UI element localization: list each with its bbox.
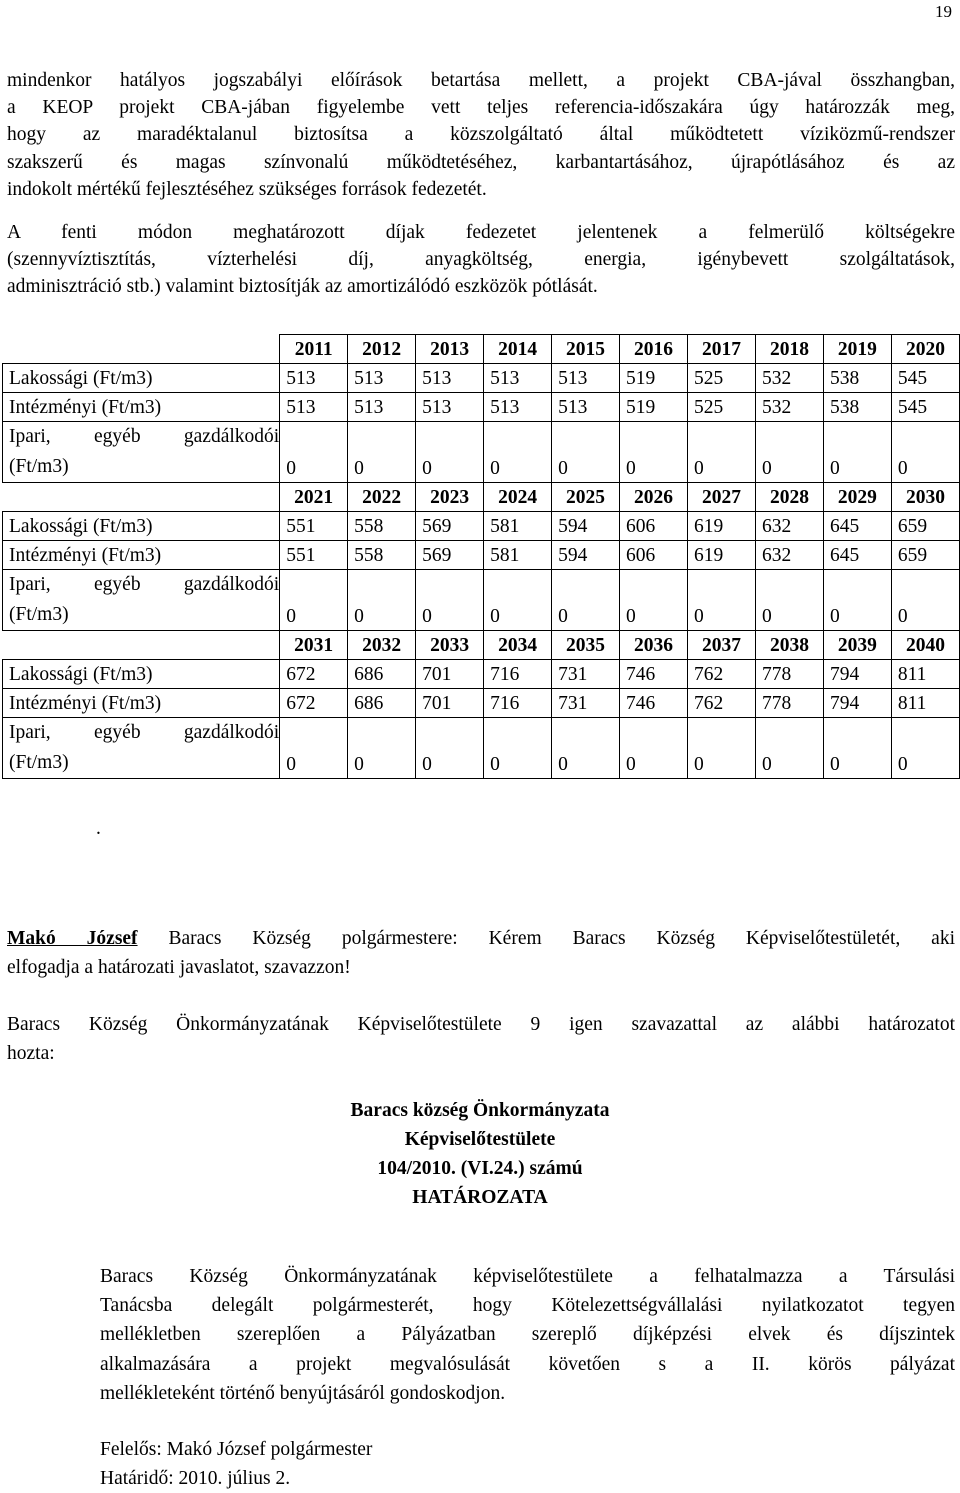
tariff-value-cell: 513 [416,393,484,422]
tariff-value-cell: 606 [620,541,688,570]
tariff-value-cell: 594 [552,512,620,541]
tariff-value-cell: 0 [484,422,552,483]
heading-line: HATÁROZATA [412,1187,548,1208]
heading-line: 104/2010. (VI.24.) számú [377,1158,583,1179]
tariff-value-cell: 0 [688,570,756,631]
year-header-cell: 2035 [552,631,620,660]
intro-paragraph [7,67,955,203]
year-header-cell: 2015 [552,335,620,364]
tariff-value-cell: 551 [280,541,348,570]
tariff-value-cell: 811 [891,689,959,718]
tariff-row [3,660,960,689]
row-label: (Ft/m3) [9,604,69,625]
tariff-value-cell: 513 [552,364,620,393]
text-line: Baracs Község Önkormányzatának képviselőtestülete a felhatalmazza a Társulási [100,1266,955,1287]
tariff-value-cell: 525 [688,393,756,422]
year-header-row [3,483,960,512]
year-header-cell: 2029 [823,483,891,512]
year-header-cell: 2039 [823,631,891,660]
tariff-value-cell: 686 [348,660,416,689]
row-label-cell [3,570,280,631]
tariff-value-cell: 0 [416,570,484,631]
row-label: Intézményi (Ft/m3) [9,545,162,566]
row-label: (Ft/m3) [9,752,69,773]
year-header-cell: 2011 [280,335,348,364]
row-label-cell [3,512,280,541]
tariff-value-cell: 0 [552,570,620,631]
deadline-line: Határidő: 2010. július 2. [100,1468,291,1489]
row-label-cell [3,689,280,718]
row-label: Lakossági (Ft/m3) [9,368,153,389]
tariff-value-cell: 762 [688,689,756,718]
tariff-value-cell: 778 [755,689,823,718]
tariff-value-cell: 569 [416,541,484,570]
tariff-row [3,364,960,393]
tariff-value-cell: 645 [823,512,891,541]
year-header-cell: 2027 [688,483,756,512]
speaker-name: Makó József [7,928,138,949]
stray-dot: . [96,818,101,839]
tariff-value-cell: 525 [688,364,756,393]
responsible-line: Felelős: Makó József polgármester [100,1439,373,1460]
year-header-cell: 2016 [620,335,688,364]
tariff-value-cell: 513 [348,393,416,422]
year-header-row [3,335,960,364]
text-line: alkalmazására a projekt megvalósulását követően s a II. körös pályázat [100,1353,955,1375]
tariff-value-cell: 519 [620,364,688,393]
year-header-cell: 2012 [348,335,416,364]
tariff-value-cell: 701 [416,660,484,689]
tariff-value-cell: 645 [823,541,891,570]
tariff-value-cell: 794 [823,689,891,718]
tariff-value-cell: 513 [280,393,348,422]
tariff-value-cell: 545 [891,364,959,393]
row-label: Ipari, egyéb gazdálkodói [9,574,280,595]
tariff-value-cell: 538 [823,393,891,422]
tariff-value-cell: 716 [484,660,552,689]
year-header-cell: 2020 [891,335,959,364]
text-line: hozta: [7,1043,55,1064]
tariff-value-cell: 545 [891,393,959,422]
tariff-value-cell: 0 [416,718,484,779]
tariff-value-cell: 0 [280,570,348,631]
tariff-value-cell: 0 [620,422,688,483]
row-label: Ipari, egyéb gazdálkodói [9,426,280,447]
tariff-value-cell: 0 [823,718,891,779]
text-line: A fenti módon meghatározott díjak fedezetet jelentenek a felmerülő költségekre [7,222,955,243]
row-label-cell [3,393,280,422]
tariff-value-cell: 0 [755,718,823,779]
tariff-value-cell: 0 [823,422,891,483]
tariff-value-cell: 731 [552,689,620,718]
mayor-statement [7,924,955,982]
year-header-cell: 2025 [552,483,620,512]
tariff-value-cell: 0 [891,570,959,631]
tariff-value-cell: 569 [416,512,484,541]
tariff-value-cell: 716 [484,689,552,718]
tariff-value-cell: 532 [755,364,823,393]
tariff-value-cell: 0 [620,570,688,631]
tariff-value-cell: 513 [484,393,552,422]
year-header-row [3,631,960,660]
tariff-value-cell: 762 [688,660,756,689]
tariff-value-cell: 0 [891,718,959,779]
row-label: Lakossági (Ft/m3) [9,516,153,537]
tariff-value-cell: 551 [280,512,348,541]
row-label-cell [3,660,280,689]
tariff-value-cell: 0 [688,718,756,779]
tariff-value-cell: 513 [280,364,348,393]
cost-paragraph [7,219,955,301]
tariff-table [2,334,960,779]
tariff-value-cell: 794 [823,660,891,689]
tariff-value-cell: 606 [620,512,688,541]
tariff-value-cell: 672 [280,660,348,689]
year-header-cell: 2022 [348,483,416,512]
tariff-row [3,422,960,483]
year-header-cell: 2040 [891,631,959,660]
tariff-value-cell: 632 [755,541,823,570]
resolution-heading [0,1096,960,1212]
tariff-value-cell: 778 [755,660,823,689]
header-blank-cell [3,483,280,512]
tariff-value-cell: 701 [416,689,484,718]
tariff-value-cell: 594 [552,541,620,570]
tariff-row [3,393,960,422]
year-header-cell: 2028 [755,483,823,512]
tariff-value-cell: 811 [891,660,959,689]
text-line: Baracs Község Önkormányzatának Képviselőtestülete 9 igen szavazattal az alábbi határozatot [7,1014,955,1035]
year-header-cell: 2019 [823,335,891,364]
tariff-row [3,689,960,718]
header-blank-cell [3,335,280,364]
tariff-value-cell: 513 [484,364,552,393]
text-line: mellékleteként történő benyújtásáról gondoskodjon. [100,1382,506,1404]
tariff-value-cell: 0 [552,422,620,483]
tariff-value-cell: 532 [755,393,823,422]
year-header-cell: 2033 [416,631,484,660]
text-line: hogy az maradéktalanul biztosítsa a közszolgáltató által működtetett víziközmű-rendszer [7,124,955,146]
tariff-value-cell: 746 [620,689,688,718]
tariff-value-cell: 513 [416,364,484,393]
tariff-value-cell: 0 [348,718,416,779]
tariff-value-cell: 0 [891,422,959,483]
page-number: 19 [935,2,952,21]
tariff-value-cell: 558 [348,512,416,541]
tariff-value-cell: 0 [755,422,823,483]
vote-statement [7,1010,955,1068]
tariff-row [3,541,960,570]
year-header-cell: 2034 [484,631,552,660]
text-line: mindenkor hatályos jogszabályi előírások betartása mellett, a projekt CBA-jával összhangban, [7,70,955,91]
tariff-value-cell: 0 [484,570,552,631]
year-header-cell: 2038 [755,631,823,660]
tariff-value-cell: 659 [891,512,959,541]
tariff-value-cell: 558 [348,541,416,570]
text-line: elfogadja a határozati javaslatot, szavazzon! [7,957,351,978]
year-header-cell: 2032 [348,631,416,660]
tariff-value-cell: 0 [552,718,620,779]
row-label: Intézményi (Ft/m3) [9,397,162,418]
tariff-value-cell: 0 [280,718,348,779]
year-header-cell: 2037 [688,631,756,660]
tariff-value-cell: 731 [552,660,620,689]
tariff-value-cell: 513 [552,393,620,422]
tariff-value-cell: 0 [688,422,756,483]
text-line: indokolt mértékű fejlesztéséhez szükséges források fedezetét. [7,178,487,200]
header-blank-cell [3,631,280,660]
tariff-value-cell: 513 [348,364,416,393]
text-line: szakszerű és magas színvonalú működtetéséhez, karbantartásához, újrapótlásához és az [7,151,955,173]
tariff-value-cell: 0 [620,718,688,779]
tariff-value-cell: 0 [416,422,484,483]
tariff-value-cell: 0 [348,570,416,631]
text-line [7,924,955,953]
year-header-cell: 2024 [484,483,552,512]
row-label: Intézményi (Ft/m3) [9,693,162,714]
tariff-value-cell: 0 [484,718,552,779]
tariff-value-cell: 619 [688,512,756,541]
year-header-cell: 2023 [416,483,484,512]
text-line: (szennyvíztisztítás, vízterhelési díj, anyagköltség, energia, igénybevett szolgáltatások, [7,249,955,271]
statement-text: Baracs Község polgármestere: Kérem Baracs Község Képviselőtestületét, aki [137,928,955,949]
year-header-cell: 2017 [688,335,756,364]
row-label-cell [3,541,280,570]
tariff-value-cell: 0 [823,570,891,631]
year-header-cell: 2031 [280,631,348,660]
tariff-value-cell: 746 [620,660,688,689]
tariff-value-cell: 519 [620,393,688,422]
tariff-value-cell: 686 [348,689,416,718]
resolution-body [100,1262,955,1408]
tariff-value-cell: 538 [823,364,891,393]
tariff-row [3,718,960,779]
tariff-value-cell: 581 [484,512,552,541]
tariff-row [3,512,960,541]
year-header-cell: 2013 [416,335,484,364]
row-label: Lakossági (Ft/m3) [9,664,153,685]
year-header-cell: 2018 [755,335,823,364]
tariff-value-cell: 659 [891,541,959,570]
row-label: Ipari, egyéb gazdálkodói [9,722,280,743]
text-line: a KEOP projekt CBA-jában figyelembe vett teljes referencia-időszakára úgy határozzák meg, [7,97,955,119]
tariff-row [3,570,960,631]
year-header-cell: 2036 [620,631,688,660]
tariff-value-cell: 632 [755,512,823,541]
tariff-value-cell: 0 [348,422,416,483]
row-label: (Ft/m3) [9,456,69,477]
text-line: adminisztráció stb.) valamint biztosítják az amortizálódó eszközök pótlását. [7,276,598,298]
year-header-cell: 2026 [620,483,688,512]
heading-line: Baracs község Önkormányzata [350,1100,610,1121]
tariff-value-cell: 0 [280,422,348,483]
row-label-cell [3,364,280,393]
year-header-cell: 2021 [280,483,348,512]
row-label-cell [3,718,280,779]
text-line: Tanácsba delegált polgármesterét, hogy Kötelezettségvállalási nyilatkozatot tegyen [100,1295,955,1317]
tariff-value-cell: 672 [280,689,348,718]
heading-line: Képviselőtestülete [404,1129,556,1150]
tariff-value-cell: 581 [484,541,552,570]
tariff-value-cell: 0 [755,570,823,631]
tariff-value-cell: 619 [688,541,756,570]
year-header-cell: 2030 [891,483,959,512]
year-header-cell: 2014 [484,335,552,364]
text-line: mellékletben szereplően a Pályázatban szereplő díjképzési elvek és díjszintek [100,1324,955,1346]
row-label-cell [3,422,280,483]
